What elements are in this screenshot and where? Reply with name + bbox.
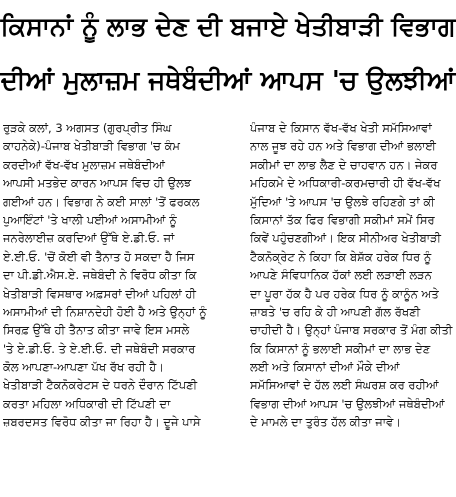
text-line: ਦਾ ਪੂਰਾ ਹੱਕ ਹੈ ਪਰ ਹਰੇਕ ਧਿਰ ਨੂੰ ਕਾਨੂੰਨ ਅਤੇ xyxy=(250,286,439,301)
text-line: ਮੁੱਦਿਆਂ 'ਤੇ ਆਪਸ 'ਚ ਉਲਝੇ ਰਹਿਣਗੇ ਤਾਂ ਕੀ xyxy=(250,194,435,209)
text-line: ਸਕੀਮਾਂ ਦਾ ਲਾਭ ਲੈਣ ਦੇ ਚਾਹਵਾਨ ਹਨ। ਜੇਕਰ xyxy=(250,157,438,172)
text-line: ਕਿਸਾਨਾਂ ਤੱਕ ਫਿਰ ਵਿਭਾਗੀ ਸਕੀਮਾਂ ਸਮੇਂ ਸਿਰ xyxy=(250,212,435,227)
text-line: ਅਸਾਮੀਆਂ ਦੀ ਨਿਸ਼ਾਨਦੇਹੀ ਹੋਈ ਹੈ ਅਤੇ ਉਨ੍ਹਾਂ ਨੂੰ xyxy=(3,304,207,319)
text-line: ਏ.ਈ.ਓ. 'ਚੋਂ ਕੋਈ ਵੀ ਤੈਨਾਤ ਹੋ ਸਕਦਾ ਹੈ ਜਿਸ xyxy=(3,249,195,264)
text-line: ਨਾਲ ਜੂਝ ਰਹੇ ਹਨ ਅਤੇ ਵਿਭਾਗ ਦੀਆਂ ਭਲਾਈ xyxy=(250,139,436,154)
text-line: ਮਹਿਕਮੇ ਦੇ ਅਧਿਕਾਰੀ-ਕਰਮਚਾਰੀ ਹੀ ਵੱਖ-ਵੱਖ xyxy=(250,176,441,191)
headline-line-2: ਦੀਆਂ ਮੁਲਾਜ਼ਮ ਜਥੇਬੰਦੀਆਂ ਆਪਸ 'ਚ ਉਲਝੀਆਂ xyxy=(0,66,456,96)
text-line: ਪੰਜਾਬ ਦੇ ਕਿਸਾਨ ਵੱਖ-ਵੱਖ ਖੇਤੀ ਸਮੱਸਿਆਵਾਂ xyxy=(250,121,432,135)
text-line: ਆਪਣੇ ਸੰਵਿਧਾਨਿਕ ਹੱਕਾਂ ਲਈ ਲੜਾਈ ਲੜਨ xyxy=(250,268,432,283)
article-column-left xyxy=(3,119,225,432)
text-line: ਖੇਤੀਬਾੜੀ ਵਿਸਥਾਰ ਅਫ਼ਸਰਾਂ ਦੀਆਂ ਪਹਿਲਾਂ ਹੀ xyxy=(3,286,196,301)
text-line: ਲਈ ਅਤੇ ਕਿਸਾਨਾਂ ਦੀਆਂ ਮੌਕੇ ਦੀਆਂ xyxy=(250,360,400,375)
text-line: ਕਰਤਾ ਮਹਿਲਾ ਅਧਿਕਾਰੀ ਦੀ ਟਿੱਪਣੀ ਦਾ xyxy=(3,396,171,411)
text-line: ਟੈਕਨੋਕ੍ਰੇਟ ਨੇ ਕਿਹਾ ਕਿ ਬੇਸ਼ੱਕ ਹਰੇਕ ਧਿਰ ਨੂੰ xyxy=(250,249,432,264)
text-line: ਰੁੜਕੇ ਕਲਾਂ, 3 ਅਗਸਤ (ਗੁਰਪ੍ਰੀਤ ਸਿੰਘ xyxy=(3,121,172,135)
text-line: ਜ਼ਾਬਤੇ 'ਚ ਰਹਿ ਕੇ ਹੀ ਆਪਣੀ ਗੱਲ ਰੱਖਣੀ xyxy=(250,304,421,319)
text-line: ਵਿਭਾਗ ਦੀਆਂ ਆਪਸ 'ਚ ਉਲਝੀਆਂ ਜਥੇਬੰਦੀਆਂ xyxy=(250,396,445,411)
text-line: ਜ਼ਬਰਦਸਤ ਵਿਰੋਧ ਕੀਤਾ ਜਾ ਰਿਹਾ ਹੈ। ਦੂਜੇ ਪਾਸੇ xyxy=(3,415,201,430)
text-line: ਪੁਆਇੰਟਾਂ 'ਤੇ ਖਾਲੀ ਪਈਆਂ ਅਸਾਮੀਆਂ ਨੂੰ xyxy=(3,212,177,227)
article-column-right xyxy=(250,119,456,432)
text-line: ਜਨਰੇਲਾਈਜ਼ ਕਰਦਿਆਂ ਉੱਥੇ ਏ.ਡੀ.ਓ. ਜਾਂ xyxy=(3,231,175,246)
text-line: ਚਾਹੀਦੀ ਹੈ। ਉਨ੍ਹਾਂ ਪੰਜਾਬ ਸਰਕਾਰ ਤੋਂ ਮੰਗ ਕੀਤੀ xyxy=(250,323,453,338)
text-line: ਕਿਵੇਂ ਪਹੁੰਚਣਗੀਆਂ। ਇਕ ਸੀਨੀਅਰ ਖੇਤੀਬਾੜੀ xyxy=(250,231,442,246)
text-line: ਕਰਦੀਆਂ ਵੱਖ-ਵੱਖ ਮੁਲਾਜ਼ਮ ਜਥੇਬੰਦੀਆਂ xyxy=(3,157,165,172)
text-line: ਕਾਹਨੇਕੇ)-ਪੰਜਾਬ ਖੇਤੀਬਾੜੀ ਵਿਭਾਗ 'ਚ ਕੰਮ xyxy=(3,139,180,154)
text-line: ਗਈਆਂ ਹਨ। ਵਿਭਾਗ ਨੇ ਕਈ ਸਾਲਾਂ 'ਤੋਂ ਫਰਕਲ xyxy=(3,194,200,209)
text-line: ਸਿਰਫ਼ ਉੱਥੇ ਹੀ ਤੈਨਾਤ ਕੀਤਾ ਜਾਵੇ ਇਸ ਮਸਲੇ xyxy=(3,323,190,338)
text-line: ਸਮੱਸਿਆਵਾਂ ਦੇ ਹੱਲ ਲਈ ਸੰਘਰਸ਼ ਕਰ ਰਹੀਆਂ xyxy=(250,378,439,393)
text-line: ਖੇਤੀਬਾੜੀ ਟੈਕਨੋਕਰੇਟਸ ਦੇ ਧਰਨੇ ਦੌਰਾਨ ਟਿੱਪਣੀ xyxy=(3,378,198,393)
headline-line-1: ਕਿਸਾਨਾਂ ਨੂੰ ਲਾਭ ਦੇਣ ਦੀ ਬਜਾਏ ਖੇਤੀਬਾੜੀ ਵਿਭਾਗ xyxy=(0,12,456,41)
text-line: ਆਪਸੀ ਮਤਭੇਦ ਕਾਰਨ ਆਪਸ ਵਿਚ ਹੀ ਉਲਝ xyxy=(3,176,192,191)
text-line: 'ਤੇ ਏ.ਡੀ.ਓ. ਤੇ ਏ.ਈ.ਓ. ਦੀ ਜਥੇਬੰਦੀ ਸਰਕਾਰ xyxy=(3,341,196,356)
text-line: ਦਾ ਪੀ.ਡੀ.ਐਸ.ਏ. ਜਥੇਬੰਦੀ ਨੇ ਵਿਰੋਧ ਕੀਤਾ ਕਿ xyxy=(3,268,197,283)
text-line: ਕੋਲ ਆਪਣਾ-ਆਪਣਾ ਪੱਖ ਰੱਖ ਰਹੀ ਹੈ। xyxy=(3,360,165,375)
text-line: ਦੇ ਮਾਮਲੇ ਦਾ ਤੁਰੰਤ ਹੱਲ ਕੀਤਾ ਜਾਵੇ। xyxy=(250,415,402,430)
text-line: ਕਿ ਕਿਸਾਨਾਂ ਨੂੰ ਭਲਾਈ ਸਕੀਮਾਂ ਦਾ ਲਾਭ ਦੇਣ xyxy=(250,341,431,356)
